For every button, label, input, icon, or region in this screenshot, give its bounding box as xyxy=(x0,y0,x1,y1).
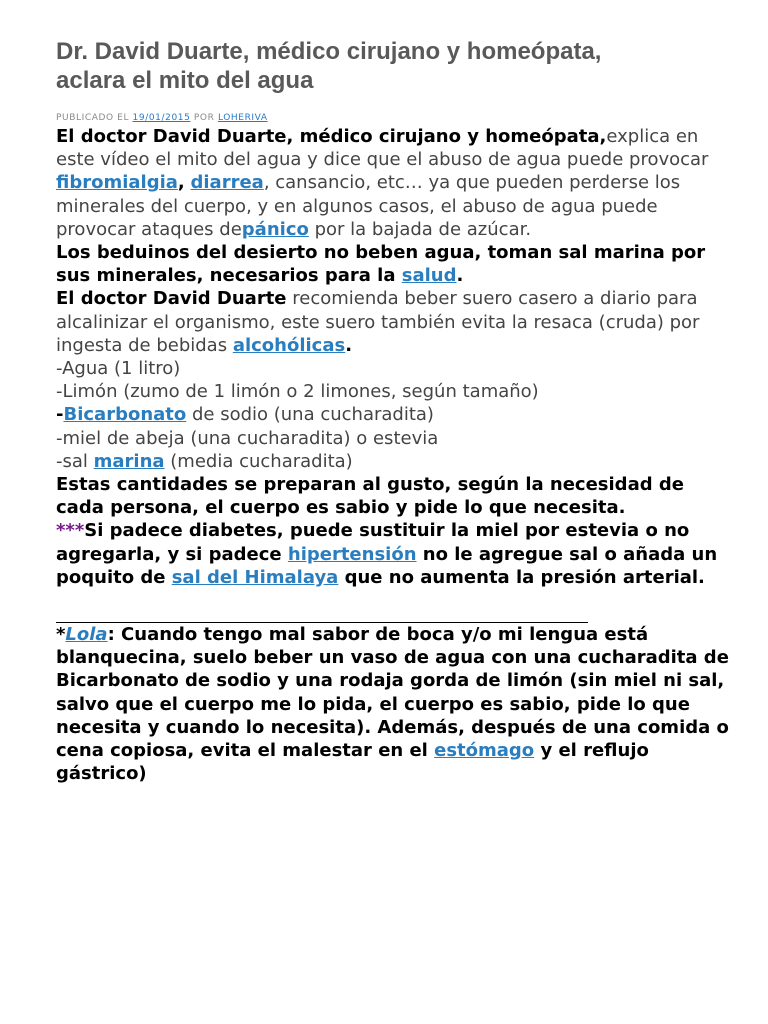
article-body xyxy=(56,125,738,785)
lola-text-2: y el reflujo gástrico) xyxy=(56,740,649,785)
paragraph-cantidades: Estas cantidades se preparan al gusto, según la necesidad de cada persona, el cuerpo es sabio y pide lo que necesita. xyxy=(56,474,684,519)
intro-bold: El doctor David Duarte, médico cirujano y homeópata, xyxy=(56,126,607,147)
lola-text-1: : Cuando tengo mal sabor de boca y/o mi lengua está blanquecina, suelo beber un vaso de agua con una cucharadita de Bicarbonato de sodio y una rodaja gorda de limón (sin miel ni sal, salvo que el cuerpo me lo pida, el cuerpo es sabio, pide lo que necesita y cuando lo necesita). Además, después de una comida o cena copiosa, evita el malestar en el xyxy=(56,624,729,762)
recipe-item-sal xyxy=(56,450,738,473)
bicarbonato-text: de sodio (una cucharadita) xyxy=(186,404,434,426)
link-diarrea[interactable]: diarrea xyxy=(190,172,264,194)
paragraph-suero xyxy=(56,287,738,357)
intro-text-2: , cansancio, etc… ya que pueden perderse los minerales del cuerpo, y en algunos casos, el abuso de agua puede provocar ataques de xyxy=(56,172,681,240)
intro-text-1: explica en este vídeo el mito del agua y dice que el abuso de agua puede provocar xyxy=(56,126,709,171)
beduinos-end: . xyxy=(456,265,464,287)
recipe-item-bicarbonato xyxy=(56,403,738,426)
diabetes-text-3: que no aumenta la presión arterial. xyxy=(338,566,705,588)
recipe-dash: - xyxy=(56,404,64,426)
suero-text: recomienda beber suero casero a diario para alcalinizar el organismo, este suero también evita la resaca (cruda) por ingesta de bebidas xyxy=(56,288,700,356)
link-fibromialgia[interactable]: fibromialgia xyxy=(56,172,178,194)
link-alcoholicas[interactable]: alcohólicas xyxy=(232,334,346,356)
paragraph-intro xyxy=(56,125,738,241)
paragraph-beduinos xyxy=(56,241,738,287)
title-line-1: Dr. David Duarte, médico cirujano y homeópata, xyxy=(56,38,602,65)
sal-prefix: -sal xyxy=(56,450,94,472)
suero-bold: El doctor David Duarte xyxy=(56,288,287,310)
asterisks: *** xyxy=(56,520,85,542)
link-sal-himalaya[interactable]: sal del Himalaya xyxy=(171,566,339,588)
link-bicarbonato[interactable]: Bicarbonato xyxy=(63,404,187,426)
diabetes-text-1: Si padece diabetes, puede sustituir la miel por estevia o no agregarla, y si padece xyxy=(56,520,690,565)
lola-star: * xyxy=(56,624,66,646)
post-date-link[interactable]: 19/01/2015 xyxy=(132,113,191,123)
link-salud[interactable]: salud xyxy=(401,265,457,287)
link-estomago[interactable]: estómago xyxy=(434,740,535,762)
article-title xyxy=(56,0,738,95)
link-panico[interactable]: pánico xyxy=(241,218,309,240)
recipe-item-limon: -Limón (zumo de 1 limón o 2 limones, según tamaño) xyxy=(56,381,539,403)
title-line-2: aclara el mito del agua xyxy=(56,67,314,94)
by-label: POR xyxy=(193,113,215,123)
intro-comma: , xyxy=(177,172,185,194)
suero-end: . xyxy=(345,334,353,356)
link-marina[interactable]: marina xyxy=(93,450,165,472)
published-label: PUBLICADO EL xyxy=(56,113,130,123)
sal-text: (media cucharadita) xyxy=(164,450,353,472)
post-meta xyxy=(56,112,738,124)
author-link[interactable]: LOHERIVA xyxy=(217,113,268,123)
intro-text-3: por la bajada de azúcar. xyxy=(308,218,532,240)
beduinos-text: Los beduinos del desierto no beben agua, toman sal marina por sus minerales, necesarios para la xyxy=(56,242,706,287)
diabetes-text-2: no le agregue sal o añada un poquito de xyxy=(56,543,718,588)
paragraph-diabetes xyxy=(56,519,738,589)
link-lola[interactable]: Lola xyxy=(65,624,108,646)
recipe-item-miel: -miel de abeja (una cucharadita) o estevia xyxy=(56,427,439,449)
paragraph-lola xyxy=(56,623,738,785)
link-hipertension[interactable]: hipertensión xyxy=(287,543,417,565)
recipe-item-agua: -Agua (1 litro) xyxy=(56,358,181,380)
